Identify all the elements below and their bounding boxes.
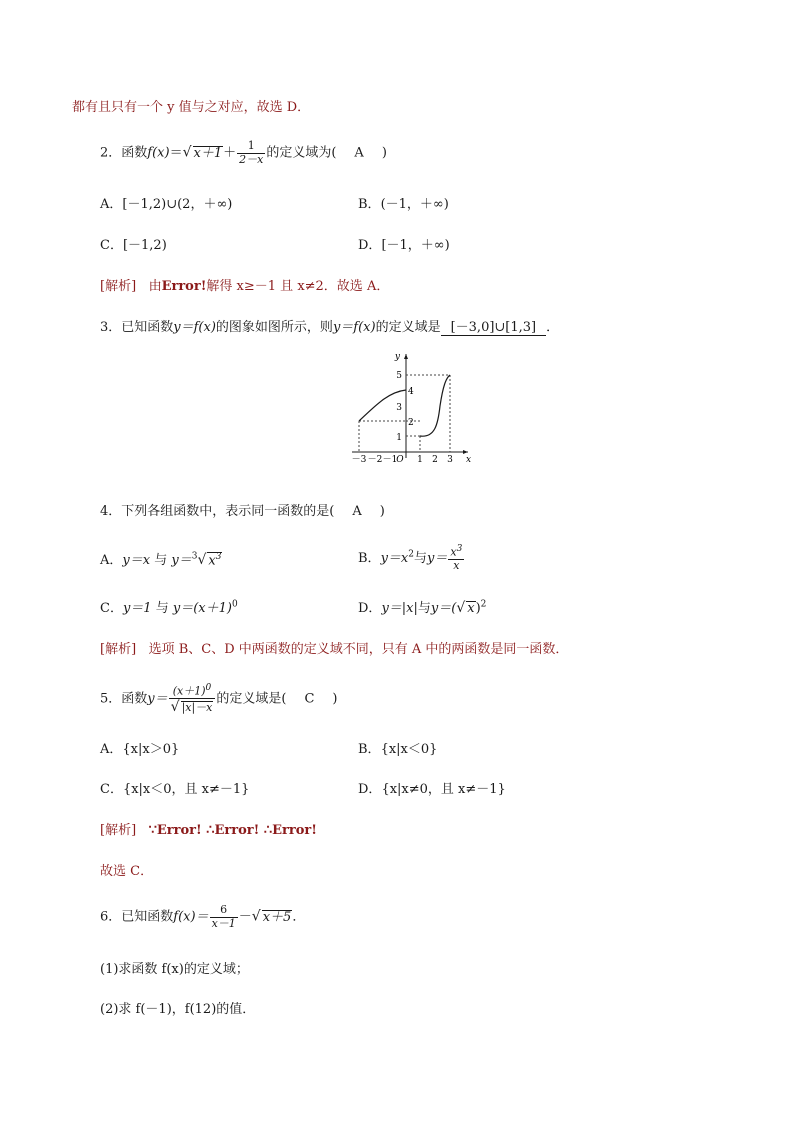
y-axis-arrow-icon [404, 354, 408, 359]
sqrt-sign-icon: √ [456, 600, 466, 616]
x-tick: －2 [367, 455, 383, 465]
y-tick: 5 [396, 371, 402, 381]
q5-prefix: 5．函数 [100, 691, 148, 707]
sqrt-sign-icon: √ [182, 144, 192, 161]
option-math: y＝1 [122, 601, 152, 616]
option-text: {x|x＜0，且 x≠－1} [122, 782, 250, 797]
radicand-base: x [208, 553, 216, 568]
q5-close: ) [332, 691, 338, 707]
sqrt-radicand: x [467, 601, 475, 616]
option-text: 与 [155, 601, 169, 616]
q6-fx: f(x)＝ [173, 909, 209, 925]
q5-option-b [358, 738, 437, 757]
option-label: D． [358, 601, 382, 616]
q4-stem-text: 4．下列各组函数中，表示同一函数的是( [100, 504, 335, 519]
q3-expr: y＝f(x) [173, 320, 216, 335]
frac-den: x－1 [211, 916, 236, 930]
q6-part-2: (2)求 f(－1)，f(12)的值． [100, 1002, 256, 1017]
q2-sqrt-radicand: x＋1 [193, 145, 223, 161]
x-tick: －1 [382, 455, 398, 465]
q3-mid: 的图象如图所示，则 [215, 320, 333, 335]
num-base: x [450, 545, 457, 559]
x-axis-arrow-icon [463, 450, 468, 454]
option-label: B． [358, 550, 381, 566]
q5-option-c [100, 778, 249, 797]
q6-minus: － [238, 909, 252, 925]
q6-fraction [210, 904, 238, 930]
question-4-stem [100, 500, 385, 519]
option-math: y＝x [122, 553, 151, 568]
x-tick: 1 [417, 455, 423, 465]
q5-option-a [100, 738, 179, 757]
root-index: 3 [191, 551, 198, 562]
option-label: C． [100, 782, 123, 797]
q3-answer-blank: [－3,0]∪[1,3] [441, 316, 547, 336]
frac-den: x [448, 559, 464, 573]
q5-option-d [358, 778, 506, 797]
carryover-text: 都有且只有一个 y 值与之对应，故选 D． [72, 100, 311, 115]
q4-option-b [358, 544, 465, 573]
q3-prefix: 3．已知函数 [100, 320, 174, 335]
option-label: D． [358, 782, 382, 797]
option-text: {x|x≠0，且 x≠－1} [381, 782, 506, 797]
q2-option-c [100, 234, 167, 253]
q2-close: ) [381, 145, 387, 161]
cube-root-radicand [207, 552, 222, 569]
q2-option-a [100, 193, 232, 212]
frac-den [169, 698, 216, 715]
analysis-error: Error! [161, 279, 207, 294]
analysis-text: 选项 B、C、D 中两函数的定义域不同，只有 A 中的两函数是同一函数． [148, 642, 569, 657]
option-text: (－1，＋∞) [380, 197, 449, 212]
q4-b-fraction [448, 544, 464, 573]
function-graph [340, 348, 472, 466]
option-label: A． [100, 553, 123, 568]
option-text: [－1，＋∞) [381, 238, 450, 253]
question-6-stem [100, 904, 305, 930]
radicand-power: 3 [215, 551, 222, 562]
option-text: {x|x＜0} [380, 742, 438, 757]
option-label: B． [358, 742, 381, 757]
q5-y: y＝ [147, 691, 168, 707]
x-axis-label: x [466, 455, 472, 465]
q4-option-a [100, 549, 222, 568]
q2-option-b [358, 193, 449, 212]
power: 0 [231, 599, 238, 610]
q2-fraction [237, 140, 265, 166]
sqrt-sign-icon: √ [170, 699, 180, 716]
option-label: A． [100, 197, 123, 212]
analysis-tag: [解析] [100, 823, 137, 838]
y-tick: 3 [396, 403, 402, 413]
question-2-stem [100, 140, 387, 166]
q6-prefix: 6．已知函数 [100, 909, 174, 925]
y-tick: 2 [408, 418, 414, 428]
option-label: D． [358, 238, 382, 253]
option-math: y＝( [430, 601, 457, 616]
frac-num [169, 683, 216, 698]
q2-frac-num: 1 [247, 139, 255, 152]
q2-option-d [358, 234, 450, 253]
option-math: y＝x [380, 550, 409, 566]
frac-num: 6 [220, 903, 228, 916]
option-text: {x|x＞0} [122, 742, 180, 757]
power: 2 [408, 549, 414, 560]
option-label: B． [358, 197, 381, 212]
x-tick: －3 [351, 455, 367, 465]
x-tick: 3 [447, 455, 453, 465]
q2-eq: ＝ [169, 145, 183, 161]
power: 2 [480, 599, 487, 610]
option-math: ) [475, 601, 481, 616]
x-tick: 2 [432, 455, 438, 465]
option-math: y＝(x＋1) [172, 601, 232, 616]
option-label: A． [100, 742, 123, 757]
q2-prefix: 2．函数 [100, 145, 148, 161]
q2-answer: A [354, 145, 364, 161]
q2-frac-den: 2－x [239, 152, 264, 166]
option-text: 与 [154, 553, 168, 568]
option-math: y＝ [427, 550, 448, 566]
sqrt-sign-icon: √ [251, 908, 261, 925]
q5-answer: C [304, 691, 315, 707]
q3-end: ． [546, 320, 560, 335]
q4-option-c [100, 597, 238, 616]
q6-part-1: (1)求函数 f(x)的定义域； [100, 962, 249, 977]
q2-analysis [100, 275, 389, 294]
q5-analysis [100, 819, 317, 838]
analysis-tag: [解析] [100, 279, 137, 294]
q5-suffix: 的定义域是( [216, 691, 287, 707]
q3-expr2: y＝f(x) [332, 320, 376, 335]
option-text: 与 [417, 601, 431, 616]
option-text: 与 [413, 550, 427, 566]
question-5-stem [100, 683, 338, 715]
analysis-tag: [解析] [100, 642, 137, 657]
q6-sqrt-radicand: x＋5 [262, 909, 292, 925]
q5-fraction [169, 683, 216, 715]
den-radicand: |x|－x [181, 701, 213, 715]
question-3-stem [100, 316, 559, 336]
sqrt-sign-icon: √ [197, 552, 207, 568]
frac-num [448, 544, 464, 559]
q2-fx: f(x) [147, 145, 170, 161]
y-tick: 1 [396, 433, 402, 443]
q3-mid2: 的定义域是 [375, 320, 441, 335]
num-power: 0 [205, 683, 212, 693]
curve-right [420, 375, 450, 436]
q6-end: ． [292, 909, 306, 925]
q2-suffix: 的定义域为( [266, 145, 337, 161]
analysis-text: 解得 x≥－1 且 x≠2．故选 A． [206, 279, 390, 294]
q4-option-d [358, 597, 486, 616]
q5-conclusion: 故选 C． [100, 864, 154, 879]
option-text: [－1,2) [122, 238, 167, 253]
q4-analysis [100, 638, 568, 657]
num-power: 3 [456, 544, 463, 554]
origin-label: O [396, 455, 404, 465]
option-text: [－1,2)∪(2，＋∞) [122, 197, 233, 212]
option-math: y＝ [171, 553, 192, 568]
analysis-text: ∵Error! ∴Error! ∴Error! [148, 823, 317, 838]
option-label: C． [100, 238, 123, 253]
y-tick: 4 [408, 387, 414, 397]
q2-plus: ＋ [223, 145, 237, 161]
q4-answer: A [352, 504, 362, 519]
q4-close: ) [379, 504, 385, 519]
option-math: y＝|x| [381, 601, 418, 616]
num-base: (x＋1) [172, 684, 206, 698]
y-axis-label: y [394, 352, 400, 362]
analysis-text: 由 [148, 279, 162, 294]
option-label: C． [100, 601, 123, 616]
